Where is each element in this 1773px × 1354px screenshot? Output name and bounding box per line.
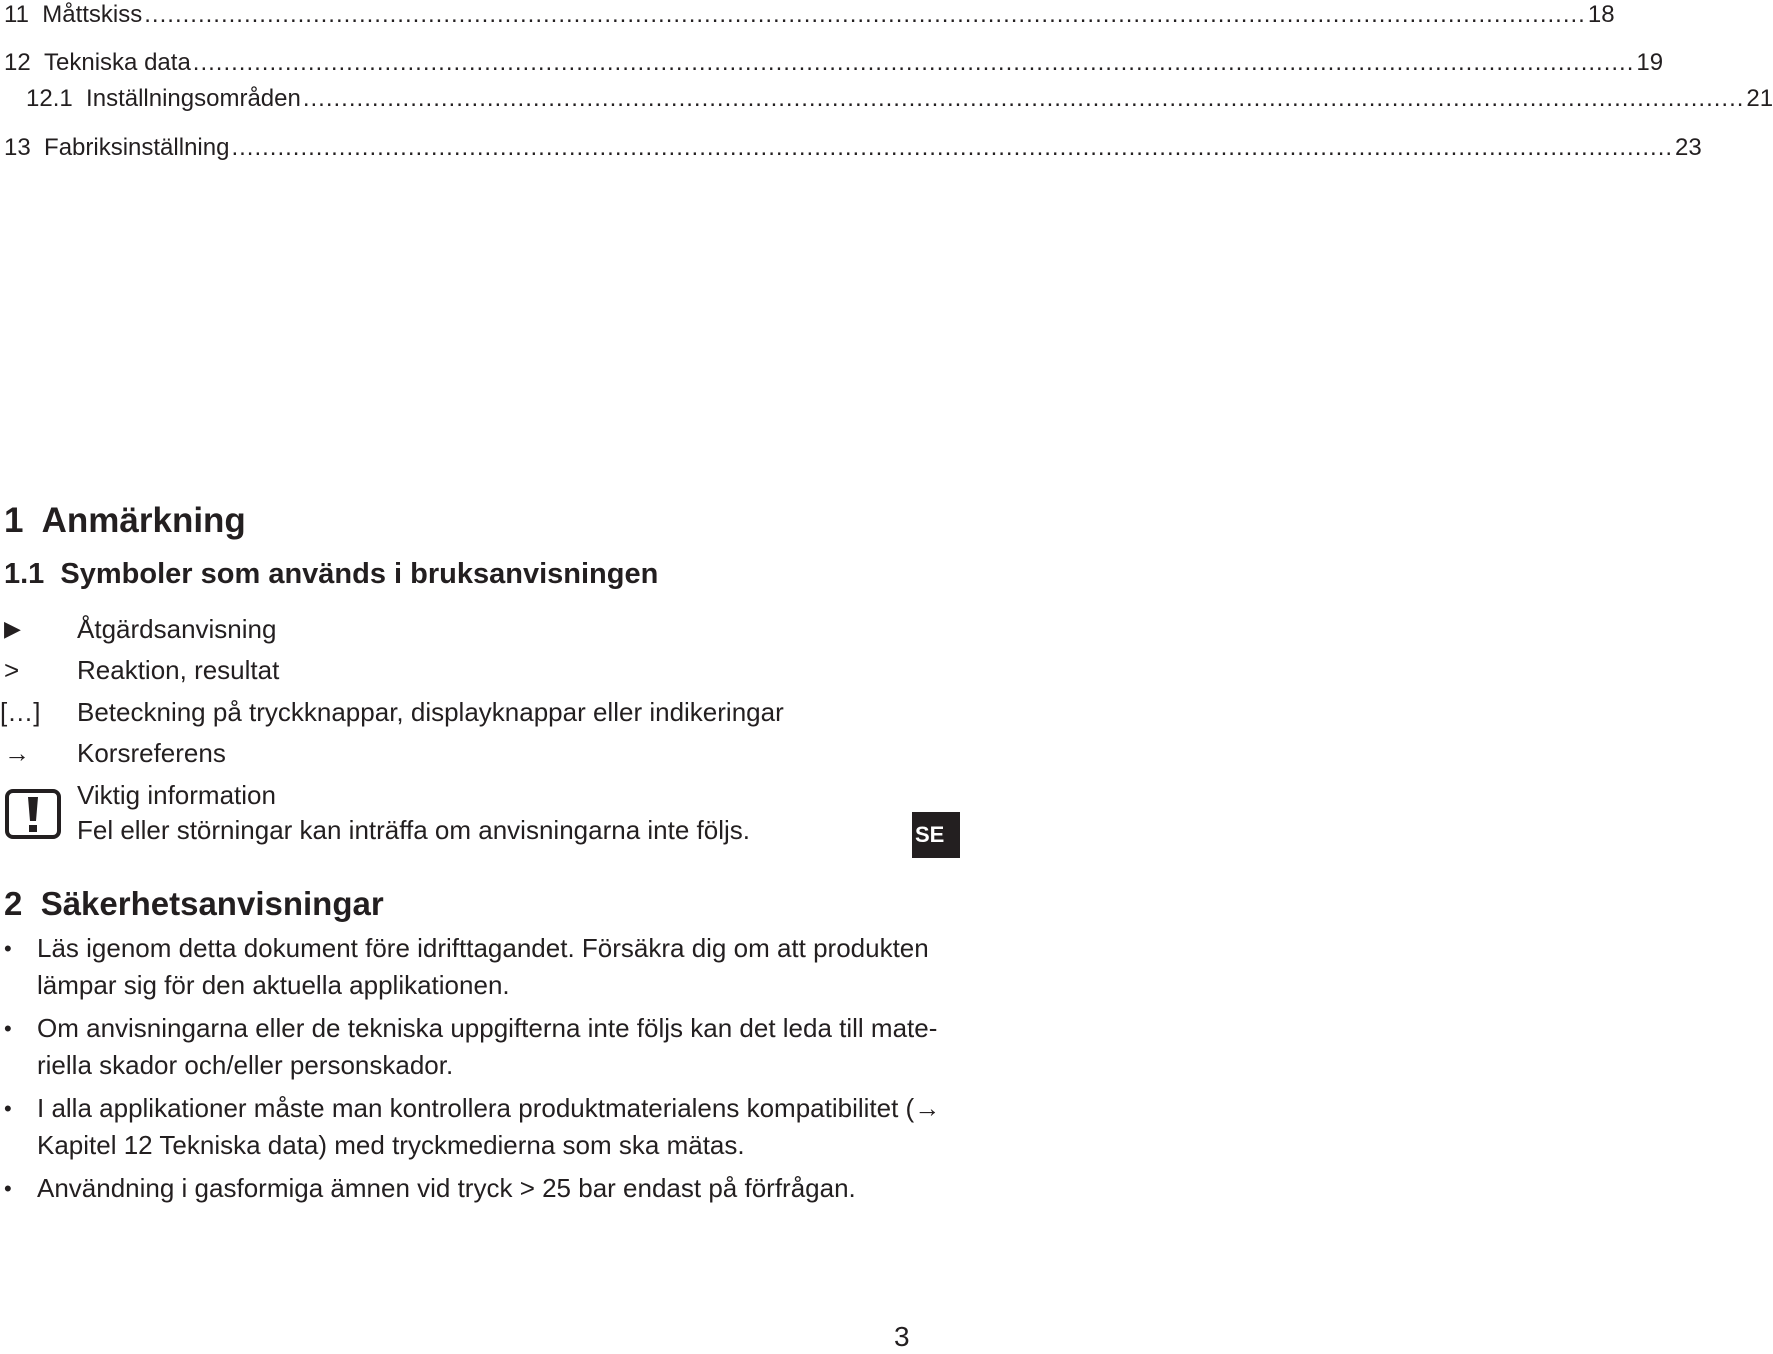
list-item-line: lämpar sig för den aktuella applikationen.: [37, 970, 510, 1000]
play-triangle-icon: ▶: [4, 616, 21, 641]
symbol-description: Beteckning på tryckknappar, displayknappar eller indikeringar: [77, 697, 784, 727]
symbol-row: [0, 652, 900, 688]
toc-number: 11: [4, 1, 43, 28]
bullet-icon: •: [4, 1176, 12, 1201]
section-heading: 2 Säkerhetsanvisningar: [4, 885, 384, 922]
symbol-row: [0, 735, 900, 771]
list-item-text: [37, 1090, 941, 1164]
symbol-row: [0, 694, 900, 730]
warning-text-row: [0, 777, 900, 813]
toc-number: 12: [4, 49, 45, 76]
toc-page-number: 21: [1746, 85, 1773, 112]
language-tab-se[interactable]: SE: [912, 812, 960, 858]
subsection-heading: 1.1 Symboler som används i bruksanvisningen: [4, 558, 659, 590]
toc-leader: ............................................................................................................................................................................................: [302, 85, 1745, 112]
bullet-icon: •: [4, 1016, 12, 1041]
list-item-line: riella skador och/eller personskador.: [37, 1050, 454, 1080]
greater-than-symbol: >: [4, 655, 20, 685]
list-item-line: Kapitel 12 Tekniska data) med tryckmedierna som ska mätas.: [37, 1130, 745, 1160]
section-heading: 1 Anmärkning: [4, 501, 246, 540]
toc-leader: ............................................................................................................................................................................................: [231, 134, 1674, 161]
toc-leader: ............................................................................................................................................................................................: [192, 49, 1635, 76]
list-item-text: [37, 930, 929, 1004]
toc-title: Tekniska data: [44, 49, 191, 76]
toc-row[interactable]: [4, 133, 1702, 163]
warning-title: Viktig information: [77, 780, 276, 810]
list-item-text: [37, 1010, 938, 1084]
symbol-description: Reaktion, resultat: [77, 655, 280, 685]
bullet-icon: •: [4, 1096, 12, 1121]
toc-number: 12.1: [26, 85, 87, 112]
list-item-line: I alla applikationer måste man kontrollera produktmaterialens kompatibilitet (→: [37, 1093, 941, 1123]
symbol-description: Korsreferens: [77, 738, 226, 768]
warning-description: Fel eller störningar kan inträffa om anvisningarna inte följs.: [77, 815, 750, 845]
symbol-description: Åtgärdsanvisning: [77, 614, 277, 644]
list-item-line: Om anvisningarna eller de tekniska uppgifterna inte följs kan det leda till mate-: [37, 1013, 938, 1043]
list-item-text: [37, 1170, 897, 1207]
toc-row[interactable]: [4, 48, 1664, 78]
toc-leader: ............................................................................................................................................................................................: [144, 1, 1586, 28]
toc-page-number: 19: [1636, 49, 1664, 76]
toc-title: Måttskiss: [42, 1, 143, 28]
page-number: 3: [894, 1321, 910, 1352]
warning-text-row: [0, 812, 900, 848]
toc-title: Inställningsområden: [86, 85, 301, 112]
toc-number: 13: [4, 134, 45, 161]
toc-title: Fabriksinställning: [44, 134, 230, 161]
toc-row[interactable]: [26, 84, 1773, 114]
bullet-icon: •: [4, 936, 12, 961]
toc-page-number: 18: [1587, 1, 1615, 28]
toc-row[interactable]: [4, 0, 1615, 30]
symbol-row: [0, 611, 900, 647]
list-item-line: Läs igenom detta dokument före idrifttagandet. Försäkra dig om att produkten: [37, 933, 929, 963]
brackets-symbol: […]: [0, 697, 41, 727]
toc-page-number: 23: [1675, 134, 1702, 161]
list-item-line: Användning i gasformiga ämnen vid tryck > 25 bar endast på förfrågan.: [37, 1173, 856, 1203]
arrow-right-icon: →: [4, 738, 30, 768]
